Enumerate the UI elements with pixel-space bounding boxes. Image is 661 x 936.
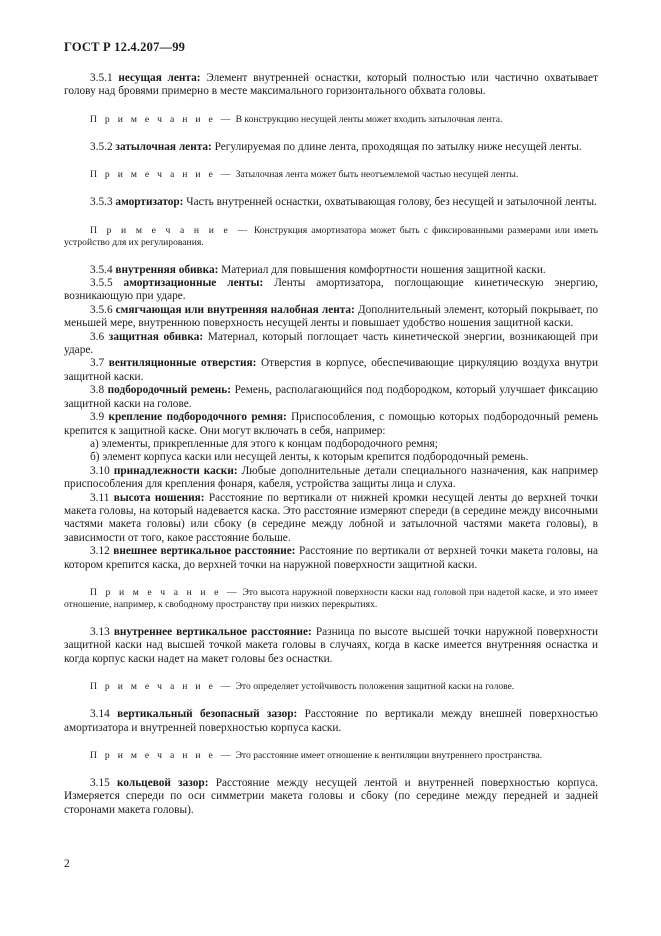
note-label: П р и м е ч а н и е — (90, 224, 250, 236)
definition-text: Любые дополнительные детали специального назначения, как например приспособления для крепления фонаря, кабеля, устройства защиты лица и слуха. (64, 464, 598, 491)
defined-term: вертикальный безопасный зазор: (117, 708, 298, 721)
note-label: П р и м е ч а н и е — (90, 169, 234, 181)
clause-number: 3.9 (90, 411, 105, 424)
note-paragraph (64, 750, 598, 762)
clause-number: 3.11 (90, 491, 110, 504)
note-label: П р и м е ч а н и е — (90, 586, 240, 598)
clause-number: 3.7 (90, 357, 105, 370)
document-body (64, 72, 598, 817)
defined-term: смягчающая или внутренняя налобная лента: (115, 303, 355, 316)
clause-number: 3.12 (90, 545, 110, 558)
defined-term: подбородочный ремень: (107, 384, 232, 397)
definition-paragraph (64, 438, 598, 451)
note-text: Затылочная лента может быть неотъемлемой частью несущей ленты. (235, 169, 519, 181)
definition-paragraph (64, 492, 598, 546)
note-label: П р и м е ч а н и е — (90, 681, 234, 693)
page-number: 2 (64, 858, 70, 870)
clause-number: 3.8 (90, 384, 105, 397)
defined-term: крепление подбородочного ремня: (108, 411, 287, 424)
definition-paragraph (64, 465, 598, 492)
document-header: ГОСТ Р 12.4.207—99 (64, 40, 186, 54)
note-paragraph (64, 169, 598, 181)
definition-text: Регулируемая по длине лента, проходящая по затылку ниже несущей ленты. (214, 140, 582, 153)
definition-paragraph (64, 304, 598, 331)
clause-number: 3.6 (90, 330, 105, 343)
definition-paragraph (64, 384, 598, 411)
note-label: П р и м е ч а н и е — (90, 750, 234, 761)
definition-paragraph (64, 72, 598, 99)
definition-paragraph (64, 545, 598, 572)
definition-text: Приспособления, с помощью которых подбородочный ремень крепится к защитной каске. Они могут включать в себя, например: (64, 411, 598, 437)
clause-number: 3.15 (90, 777, 110, 789)
definition-text: Расстояние по вертикали между внешней поверхностью амортизатора и внутренней поверхностью корпуса каски. (64, 708, 598, 734)
clause-number: 3.10 (90, 464, 110, 477)
definition-text: Ленты амортизатора, поглощающие кинетическую энергию, возникающую при ударе. (64, 277, 598, 303)
clause-number: 3.13 (90, 625, 110, 638)
defined-term: амортизатор: (115, 196, 184, 209)
clause-number: 3.5.5 (90, 277, 113, 290)
definition-paragraph (64, 264, 598, 277)
note-label: П р и м е ч а н и е — (90, 113, 234, 125)
definition-text: Расстояние по вертикали от верхней точки макета головы, на котором крепится каска, до верхней точки на наружной поверхности защитной каски. (64, 545, 599, 571)
definition-paragraph (64, 411, 598, 438)
definition-text: Элемент внутренней оснастки, который полностью или частично охватывает голову над бровями примерно в месте максимального горизонтального обхвата головы. (64, 72, 598, 98)
note-text: В конструкцию несущей ленты может входить затылочная лента. (235, 113, 503, 125)
definition-text: б) элемент корпуса каски или несущей ленты, к которым крепится подбородочный ремень. (90, 451, 529, 464)
definition-text: Часть внутренней оснастки, охватывающая голову, без несущей и затылочной ленты. (186, 196, 597, 209)
definition-paragraph (64, 141, 598, 154)
note-paragraph (64, 681, 598, 693)
defined-term: внешнее вертикальное расстояние: (113, 545, 296, 558)
definition-text: Расстояние между несущей лентой и внутренней поверхностью корпуса. Измеряется спереди по оси симметрии макета головы и сбоку (по середине между передней и задней сторонами макета головы). (64, 777, 598, 816)
note-text: Это высота наружной поверхности каски над головой при надетой каске, и это имеет отношение, например, к свободному пространству при низких перекрытиях. (64, 586, 598, 610)
note-text: Это расстояние имеет отношение к вентиляции внутреннего пространства. (235, 750, 543, 761)
definition-text: Дополнительный элемент, который покрывает, по меньшей мере, внутреннюю поверхность несущей ленты и повышает удобство ношения защитной каски. (64, 303, 599, 330)
defined-term: принадлежности каски: (113, 464, 238, 477)
note-paragraph (64, 225, 598, 249)
defined-term: высота ношения: (113, 491, 205, 504)
defined-term: защитная обивка: (108, 330, 204, 343)
definition-paragraph (64, 708, 598, 735)
definition-paragraph (64, 626, 598, 666)
definition-paragraph (64, 451, 598, 464)
definition-paragraph (64, 357, 598, 384)
definition-text: Ремень, располагающийся под подбородком, который улучшает фиксацию защитной каски на голове. (64, 384, 598, 410)
clause-number: 3.5.6 (90, 303, 113, 316)
clause-number: 3.5.3 (90, 196, 113, 209)
definition-text: Расстояние по вертикали от нижней кромки несущей ленты до верхней точки макета головы, на который надевается каска. Это расстояние измеряют спереди (в середине между височными частями макета головы) или сбоку (в середине между лобной и затылочной частями макета головы), в зависимости от того, какое расстояние больше. (64, 491, 598, 544)
definition-paragraph (64, 331, 598, 358)
defined-term: кольцевой зазор: (117, 777, 209, 789)
defined-term: внутреннее вертикальное расстояние: (113, 625, 312, 638)
defined-term: затылочная лента: (115, 140, 212, 153)
note-paragraph (64, 114, 598, 126)
definition-paragraph (64, 277, 598, 304)
definition-text: Отверстия в корпусе, обеспечивающие циркуляцию воздуха внутри защитной каски. (64, 357, 598, 383)
clause-number: 3.14 (90, 708, 110, 721)
definition-text: Разница по высоте высшей точки наружной поверхности защитной каски над высшей точкой макета головы в случаях, когда в каске имеется внутренняя оснастка и когда корпус каски надет на макет головы без оснастки. (64, 625, 598, 665)
defined-term: внутренняя обивка: (115, 263, 219, 276)
definition-text: Материал, который поглощает часть кинетической энергии, возникающей при ударе. (64, 330, 598, 357)
definition-paragraph (64, 196, 598, 209)
clause-number: 3.5.1 (90, 72, 113, 84)
defined-term: амортизационные ленты: (123, 277, 264, 290)
definition-paragraph (64, 777, 598, 817)
note-text: Конструкция амортизатора может быть с фиксированными размерами или иметь устройство для их регулирования. (64, 224, 598, 248)
clause-number: 3.5.4 (90, 263, 113, 276)
definition-text: а) элементы, прикрепленные для этого к концам подбородочного ремня; (90, 437, 438, 450)
note-text: Это определяет устойчивость положения защитной каски на голове. (235, 681, 515, 693)
defined-term: вентиляционные отверстия: (108, 357, 257, 370)
clause-number: 3.5.2 (90, 140, 113, 153)
note-paragraph (64, 587, 598, 611)
definition-text: Материал для повышения комфортности ношения защитной каски. (221, 263, 546, 276)
defined-term: несущая лента: (118, 72, 201, 84)
